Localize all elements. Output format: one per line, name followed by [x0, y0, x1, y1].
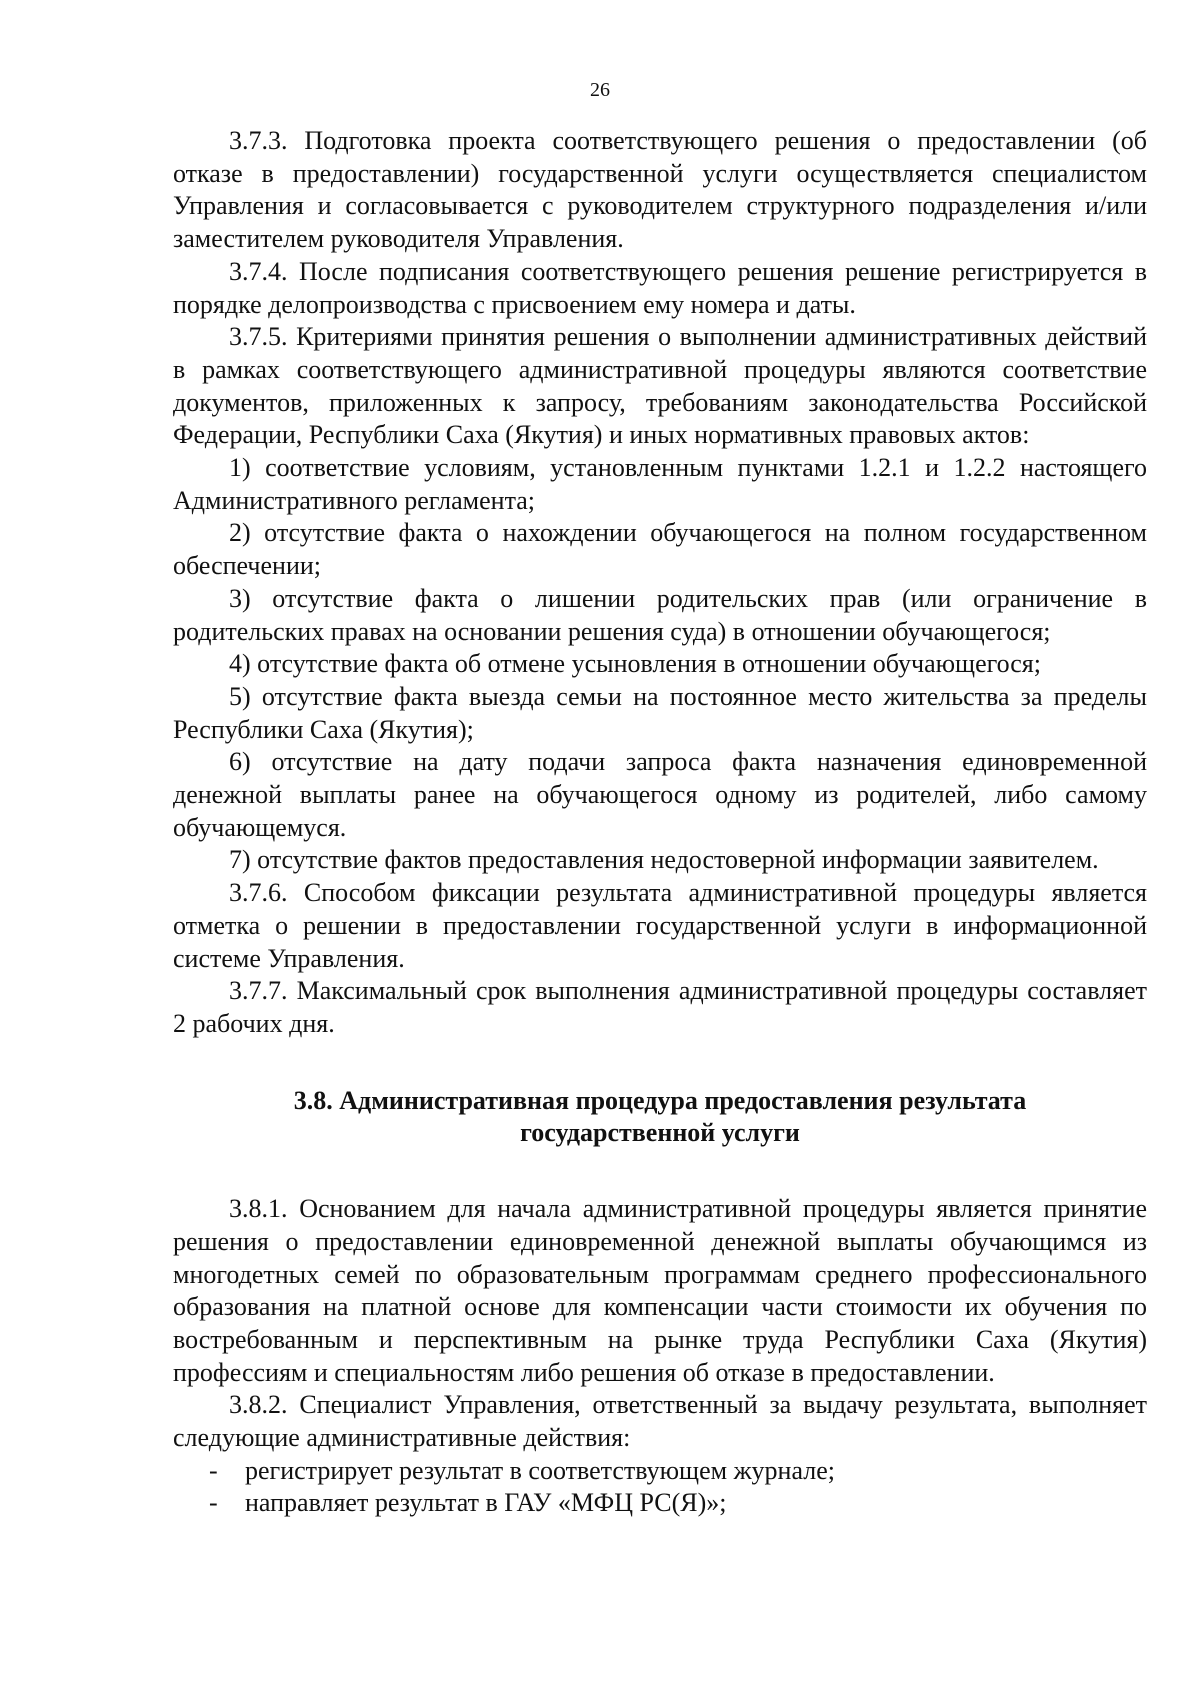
document-body — [173, 125, 1147, 1520]
list-item-text: направляет результат в ГАУ «МФЦ РС(Я)»; — [245, 1488, 727, 1518]
list-item — [173, 1487, 1147, 1520]
criterion-1: 1) соответствие условиям, установленным пунктами 1.2.1 и 1.2.2 настоящего Административного регламента; — [173, 453, 1147, 515]
criterion-4: 4) отсутствие факта об отмене усыновления в отношении обучающегося; — [229, 649, 1041, 679]
page-number: 26 — [590, 79, 610, 101]
section-heading-3-8 — [173, 1085, 1147, 1150]
section-heading-line-2: государственной услуги — [520, 1118, 800, 1148]
criterion-5: 5) отсутствие факта выезда семьи на постоянное место жительства за пределы Республики Саха (Якутия); — [173, 681, 1147, 744]
list-item — [173, 1455, 1147, 1488]
paragraph-3-7-6: 3.7.6. Способом фиксации результата административной процедуры является отметка о решении в предоставлении государственной услуги в информационной системе Управления. — [173, 878, 1147, 973]
list-item-text: регистрирует результат в соответствующем журнале; — [245, 1455, 835, 1485]
paragraph-3-8-1: 3.8.1. Основанием для начала административной процедуры является принятие решения о предоставлении единовременной денежной выплаты обучающимся из многодетных семей по образовательным программам среднего профессионального образования на платной основе для компенсации части стоимости их обучения по востребованным и перспективным на рынке труда Республики Саха (Якутия) профессиям и специальностям либо решения об отказе в предоставлении. — [173, 1194, 1147, 1387]
paragraph-3-7-4: 3.7.4. После подписания соответствующего решения решение регистрируется в порядке делопроизводства с присвоением ему номера и даты. — [173, 256, 1147, 319]
list-dash: - — [209, 1488, 218, 1518]
list-dash: - — [209, 1455, 218, 1485]
criterion-6: 6) отсутствие на дату подачи запроса факта назначения единовременной денежной выплаты ранее на обучающегося одному из родителей, либо самому обучающемуся. — [173, 747, 1147, 842]
criterion-7: 7) отсутствие фактов предоставления недостоверной информации заявителем. — [229, 845, 1099, 875]
paragraph-3-7-7: 3.7.7. Максимальный срок выполнения административной процедуры составляет 2 рабочих дня. — [173, 976, 1147, 1038]
section-heading-line-1: 3.8. Административная процедура предоставления результата — [293, 1085, 1027, 1115]
criterion-3: 3) отсутствие факта о лишении родительских прав (или ограничение в родительских правах на основании решения суда) в отношении обучающегося; — [173, 583, 1147, 646]
paragraph-3-8-2: 3.8.2. Специалист Управления, ответственный за выдачу результата, выполняет следующие административные действия: — [173, 1390, 1147, 1453]
paragraph-3-7-5: 3.7.5. Критериями принятия решения о выполнении административных действий в рамках соответствующего административной процедуры являются соответствие документов, приложенных к запросу, требованиям законодательства Российской Федерации, Республики Саха (Якутия) и иных нормативных правовых актов: — [173, 322, 1147, 450]
criterion-2: 2) отсутствие факта о нахождении обучающегося на полном государственном обеспечении; — [173, 518, 1147, 581]
paragraph-3-7-3: 3.7.3. Подготовка проекта соответствующего решения о предоставлении (об отказе в предоставлении) государственной услуги осуществляется специалистом Управления и согласовывается с руководителем структурного подразделения и/или заместителем руководителя Управления. — [173, 126, 1147, 254]
